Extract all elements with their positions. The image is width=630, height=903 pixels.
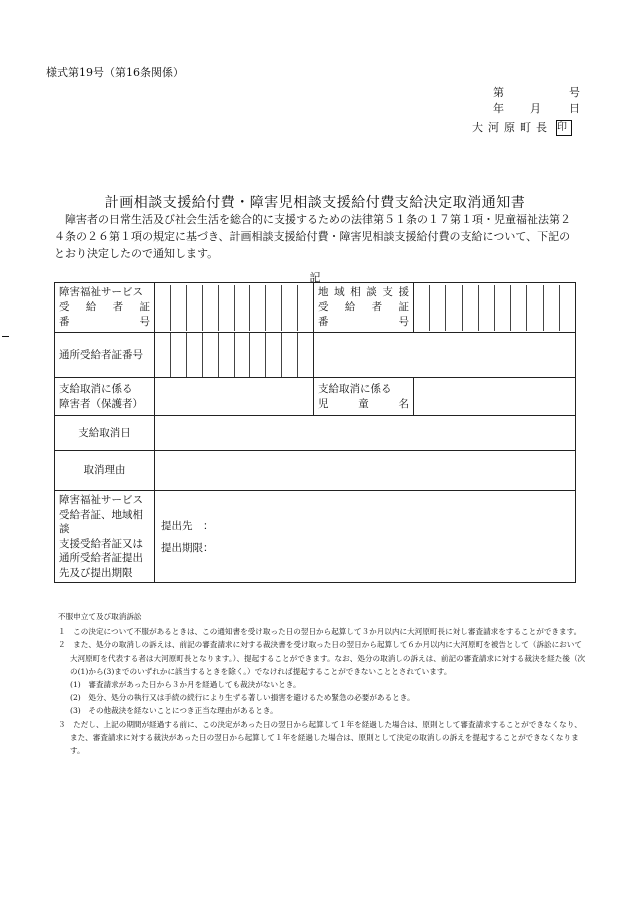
- note-2-item-2: (2) 処分、処分の執行又は手続の続行により生ずる著しい損害を避けるため緊急の必要があるとき。: [70, 693, 415, 703]
- label-line: 障害福祉サービス: [59, 286, 143, 298]
- issuer-name: 大河原町長: [472, 121, 552, 134]
- community-support-cert-label: [314, 283, 414, 333]
- note-1: １ この決定について不服があるときは、この通知書を受け取った日の翌日から起算して３か月以内に大河原町長に対し審査請求をすることができます。: [58, 627, 582, 637]
- blank-cell: [314, 333, 576, 378]
- cancellation-reason-field[interactable]: [155, 451, 576, 491]
- label-line: 支給取消に係る: [59, 382, 133, 395]
- notice-body: 障害者の日常生活及び社会生活を総合的に支援するための法律第５１条の１７第１項・児童福祉法第２４条の２６第１項の規定に基づき、計画相談支援給付費・障害児相談支援給付費の支給について、下記のとおり決定したので通知します。: [54, 213, 571, 260]
- child-name-label: [314, 378, 414, 416]
- submit-to-label: 提出先 ：: [161, 519, 214, 532]
- notice-form-table: [54, 282, 576, 583]
- date-day: 日: [569, 102, 580, 115]
- label-line: 支給取消に係る: [318, 382, 392, 395]
- label-line: 通所受給者証提出: [59, 552, 143, 564]
- cancellation-reason-label: 取消理由: [55, 451, 155, 491]
- date-year: 年: [493, 102, 504, 115]
- service-recipient-cert-label: [55, 283, 155, 333]
- seal-box: 印: [556, 120, 572, 136]
- cancellation-date-field[interactable]: [155, 416, 576, 451]
- submission-label: [55, 491, 155, 583]
- child-name-field[interactable]: [414, 378, 576, 416]
- disabled-person-label: [55, 378, 155, 416]
- form-number: 様式第19号（第16条関係）: [46, 66, 184, 79]
- issuer-line: [472, 119, 572, 136]
- note-3: ３ ただし、上記の期間が経過する前に、この決定があった日の翌日から起算して１年を経過した場合は、原則として審査請求することができなくなり、また、審査請求に対する裁決があった日の翌日から起算して１年を経過した場合は、原則として決定の取消しの訴えを提起することができなくなります。: [58, 719, 582, 756]
- margin-mark: [2, 336, 9, 337]
- label-line: 受 給 者 証: [318, 301, 409, 313]
- doc-number-prefix: 第: [493, 86, 504, 99]
- day-care-cert-number[interactable]: [155, 333, 314, 378]
- document-title: 計画相談支援給付費・障害児相談支援給付費支給決定取消通知書: [104, 195, 526, 211]
- label-line: 障害者（保護者）: [59, 397, 143, 410]
- label-line: 児 童 名: [318, 397, 409, 410]
- community-support-cert-number[interactable]: [414, 283, 576, 333]
- day-care-cert-label: 通所受給者証番号: [55, 333, 155, 378]
- label-line: 受 給 者 証: [59, 301, 150, 313]
- label-line: 番 号: [318, 316, 409, 328]
- date-month: 月: [530, 102, 541, 115]
- ki-heading: 記: [309, 271, 321, 284]
- label-line: 障害福祉サービス: [59, 494, 143, 506]
- note-2-item-3: (3) その他裁決を経ないことにつき正当な理由があるとき。: [70, 706, 278, 716]
- submit-deadline-label: 提出期限：: [161, 541, 214, 554]
- disabled-person-field[interactable]: [155, 378, 314, 416]
- label-line: 受給者証、地域相談: [59, 508, 143, 535]
- notes-heading: 不服申立て及び取消訴訟: [58, 612, 142, 621]
- cancellation-date-label: 支給取消日: [55, 416, 155, 451]
- label-line: 地 域 相 談 支 援: [318, 286, 409, 298]
- service-recipient-cert-number[interactable]: [155, 283, 314, 333]
- label-line: 先及び提出期限: [59, 566, 133, 579]
- label-line: 番 号: [59, 316, 150, 328]
- note-2: ２ また、処分の取消しの訴えは、前記の審査請求に対する裁決書を受け取った日の翌日から起算して６か月以内に大河原町を被告として（訴訟において大河原町を代表する者は大河原町長となります。）、提起することができます。なお、処分の取消しの訴えは、前記の審査請求に対する裁決を経た後（次の(1)から(3)までのいずれかに該当するときを除く。）でなければ提起することができないこととされています。: [58, 640, 586, 676]
- appeal-notes: [58, 610, 588, 757]
- doc-number-suffix: 号: [569, 86, 580, 99]
- note-2-item-1: (1) 審査請求があった日から３か月を経過しても裁決がないとき。: [70, 680, 301, 690]
- label-line: 支援受給者証又は: [59, 537, 143, 550]
- submission-field[interactable]: [155, 491, 576, 583]
